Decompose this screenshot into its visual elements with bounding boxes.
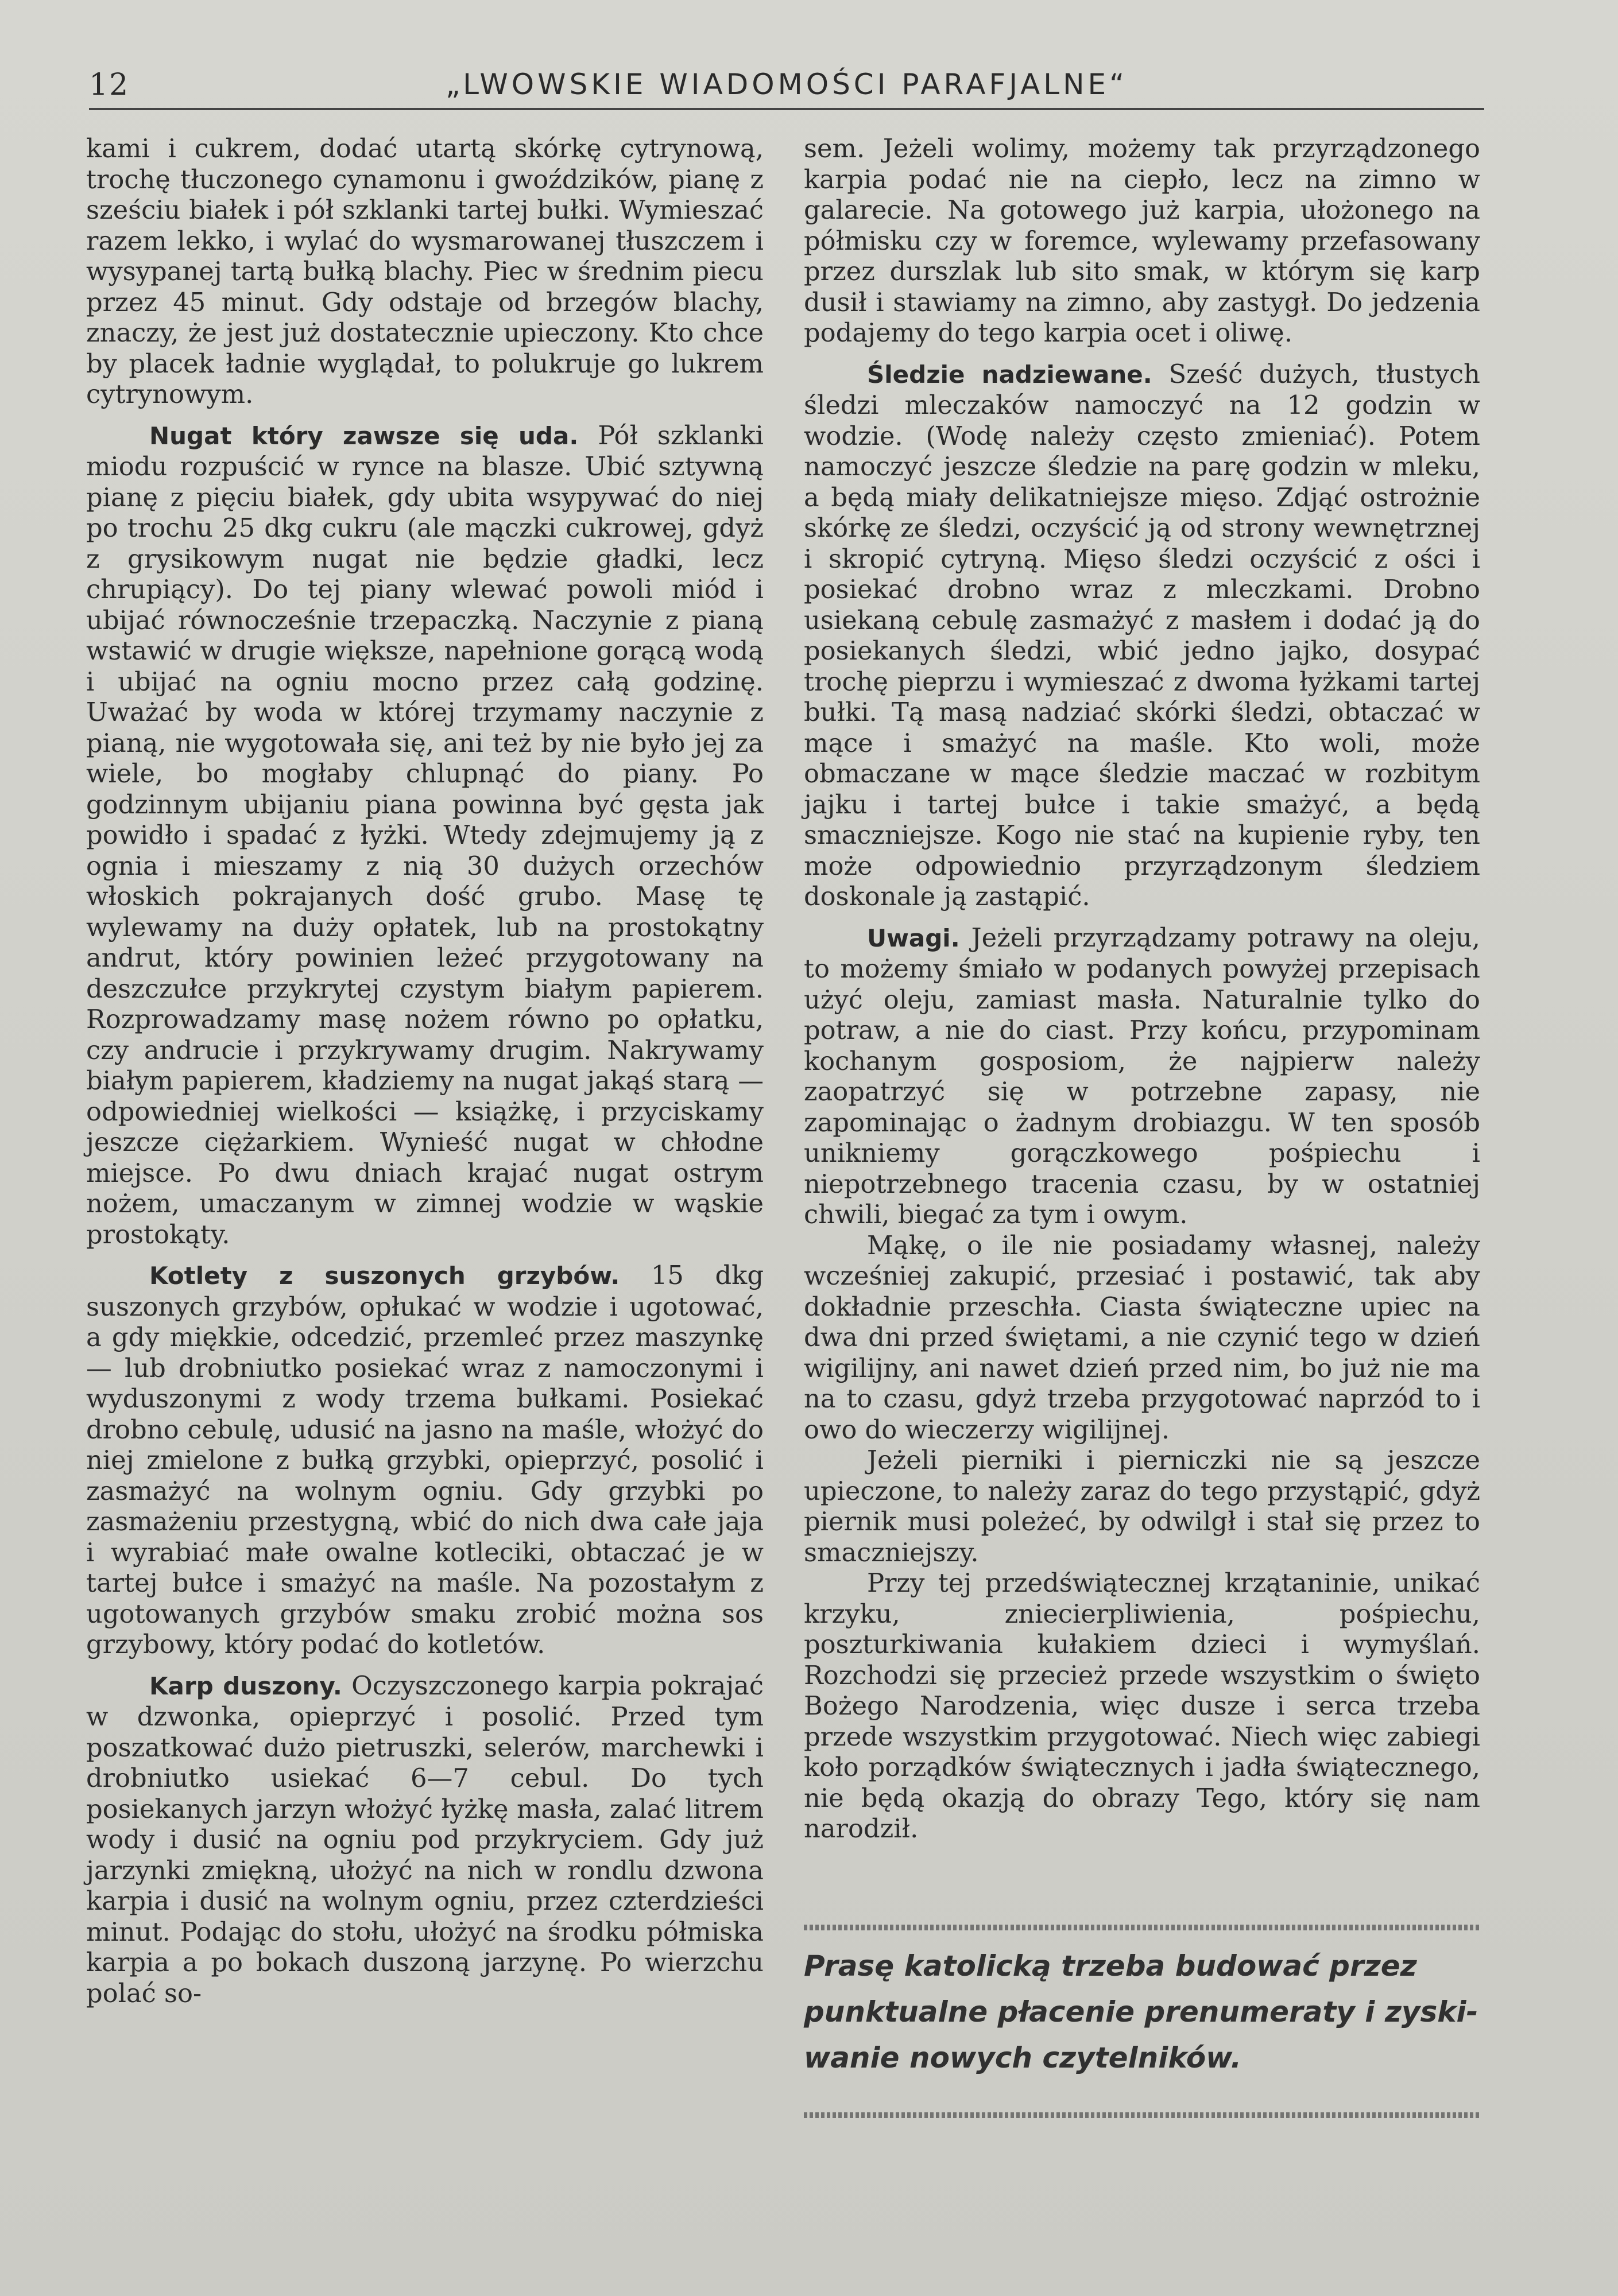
flour-paragraph: Mąkę, o ile nie posiadamy własnej, należy wcześniej zakupić, przesiać i postawić, tak aby dokładnie przeschła. Ciasta świąteczne upiec na dwa dni przed świętami, a nie czynić tego w dzień wigilijny, ani nawet dzień przed nim, bo już nie ma na to czasu, gdyż trzeba przygotować naprzód to i owo do wieczerzy wigilijnej. [804,1230,1480,1445]
sledzie-recipe [804,359,1480,912]
notice-line-2: punktualne płacenie prenumeraty i zyski- [804,1995,1478,2029]
notice-line-3: wanie nowych czytelników. [804,2041,1242,2074]
karp-continuation: sem. Jeżeli wolimy, możemy tak przyrządzonego karpia podać nie na ciepło, lecz na zimno w galarecie. Na gotowego już karpia, ułożonego na półmisku czy w foremce, wylewamy przefasowany przez durszlak lub sito smak, w którym się karp dusił i stawiamy na zimno, aby zastygł. Do jedzenia podajemy do tego karpia ocet i oliwę. [804,133,1480,348]
journal-title: „LWOWSKIE WIADOMOŚCI PARAFJALNE“ [445,68,1128,101]
sledzie-heading: Śledzie nadziewane. [867,360,1152,389]
nugat-heading: Nugat który zawsze się uda. [149,421,579,450]
pierniki-paragraph: Jeżeli pierniki i pierniczki nie są jeszcze upieczone, to należy zaraz do tego przystąpić, gdyż piernik musi poleżeć, by odwilgł i stał się przez to smaczniejszy. [804,1445,1480,1568]
nugat-text: Pół szklanki miodu rozpuścić w rynce na blasze. Ubić sztywną pianę z pięciu białek, gdy ubita wsypywać do niej po trochu 25 dkg cukru (ale mączki cukrowej, gdyż z grysikowym nugat nie będzie gładki, lecz chrupiący). Do tej piany wlewać powoli miód i ubijać równocześnie trzepaczką. Naczynie z pianą wstawić w drugie większe, napełnione gorącą wodą i ubijać na ogniu mocno przez całą godzinę. Uważać by woda w której trzymamy naczynie z pianą, nie wygotowała się, ani też by nie było jej za wiele, bo mogłaby chlupnąć do piany. Po godzinnym ubijaniu piana powinna być gęsta jak powidło i spadać z łyżki. Wtedy zdejmujemy ją z ognia i mieszamy z nią 30 dużych orzechów włoskich pokrajanych dość grubo. Masę tę wylewamy na duży opłatek, lub na prostokątny andrut, który powinien leżeć przygotowany na deszczułce przykrytej czystym białym papierem. Rozprowadzamy masę nożem równo po opłatku, czy andrucie i przykrywamy drugim. Nakrywamy białym papierem, kładziemy na nugat jakąś starą — odpowiedniej wielkości — książkę, i przyciskamy jeszcze ciężarkiem. Wynieść nugat w chłodne miejsce. Po dwu dniach krajać nugat ostrym nożem, umaczanym w zimnej wodzie w wąskie prostokąty. [86,420,764,1250]
uwagi-section [804,922,1480,1230]
right-column [804,133,1480,1844]
nugat-recipe [86,420,764,1250]
karp-recipe [86,1670,764,2009]
kotlety-heading: Kotlety z suszonych grzybów. [149,1262,620,1290]
krzatanina-paragraph: Przy tej przedświątecznej krzątaninie, unikać krzyku, zniecierpliwienia, pośpiechu, poszturkiwania kułakiem dzieci i wymyślań. Rozchodzi się przecież przede wszystkim o święto Bożego Narodzenia, więc dusze i serca trzeba przede wszystkim przygotować. Niech więc zabiegi koło porządków świątecznych i jadła świątecznego, nie będą okazją do obrazy Tego, który się nam narodził. [804,1568,1480,1844]
cake-recipe-continuation: kami i cukrem, dodać utartą skórkę cytrynową, trochę tłuczonego cynamonu i gwoździków, pianę z sześciu białek i pół szklanki tartej bułki. Wymieszać razem lekko, i wylać do wysmarowanej tłuszczem i wysypanej tartą bułką blachy. Piec w średnim piecu przez 45 minut. Gdy odstaje od brzegów blachy, znaczy, że jest już dostatecznie upieczony. Kto chce by placek ładnie wyglądał, to polukruje go lukrem cytrynowym. [86,133,764,409]
kotlety-text: 15 dkg suszonych grzybów, opłukać w wodzie i ugotować, a gdy miękkie, odcedzić, przemleć przez maszynkę — lub drobniutko posiekać wraz z namoczonymi i wyduszonymi z wody trzema bułkami. Posiekać drobno cebulę, udusić na jasno na maśle, włożyć do niej zmielone z bułką grzybki, opieprzyć, posolić i zasmażyć na wolnym ogniu. Gdy grzybki po zasmażeniu przestygną, wbić do nich dwa całe jaja i wyrabiać małe owalne kotleciki, obtaczać je w tartej bułce i smażyć na maśle. Na pozostałym z ugotowanych grzybów smaku zrobić można sos grzybowy, który podać do kotletów. [86,1260,764,1659]
subscription-notice [804,1943,1480,2081]
page-header [89,63,1484,109]
uwagi-text: Jeżeli przyrządzamy potrawy na oleju, to możemy śmiało w podanych powyżej przepisach użyć oleju, zamiast masła. Naturalnie tylko do potraw, a nie do ciast. Przy końcu, przypominam kochanym gosposiom, że najpierw należy zaopatrzyć się w potrzebne zapasy, nie zapominając o żadnym drobiazgu. W ten sposób unikniemy gorączkowego pośpiechu i niepotrzebnego tracenia czasu, by w ostatniej chwili, biegać za tym i owym. [804,922,1480,1230]
kotlety-recipe [86,1260,764,1660]
header-rule [89,108,1484,110]
karp-text: Oczyszczonego karpia pokrajać w dzwonka, opieprzyć i posolić. Przed tym poszatkować dużo pietruszki, selerów, marchewki i drobniutko usiekać 6—7 cebul. Do tych posiekanych jarzyn włożyć łyżkę masła, zalać litrem wody i dusić na ogniu pod przykryciem. Gdy już jarzynki zmiękną, ułożyć na nich w rondlu dzwona karpia i dusić na wolnym ogniu, przez czterdzieści minut. Podając do stołu, ułożyć na środku półmiska karpia a po bokach duszoną jarzynę. Po wierzchu polać so- [86,1670,764,2008]
notice-line-1: Prasę katolicką trzeba budować przez [804,1949,1417,1983]
notice-bottom-rule [804,2112,1480,2118]
uwagi-heading: Uwagi. [867,924,960,952]
page-number: 12 [89,68,130,102]
notice-top-rule [804,1925,1480,1930]
karp-heading: Karp duszony. [149,1671,342,1700]
left-column [86,133,764,2008]
sledzie-text: Sześć dużych, tłustych śledzi mleczaków namoczyć na 12 godzin w wodzie. (Wodę należy często zmieniać). Potem namoczyć jeszcze śledzie na parę godzin w mleku, a będą miały delikatniejsze mięso. Zdjąć ostrożnie skórkę ze śledzi, oczyścić ją od strony wewnętrznej i skropić cytryną. Mięso śledzi oczyścić z ości i posiekać drobno wraz z mleczkami. Drobno usiekaną cebulę zasmażyć z masłem i dodać ją do posiekanych śledzi, wbić jedno jajko, dosypać trochę pieprzu i wymieszać z dwoma łyżkami tartej bułki. Tą masą nadziać skórki śledzi, obtaczać w mące i smażyć na maśle. Kto woli, może obmaczane w mące śledzie maczać w rozbitym jajku i tartej bułce i takie smażyć, a będą smaczniejsze. Kogo nie stać na kupienie ryby, ten może odpowiednio przyrządzonym śledziem doskonale ją zastąpić. [804,358,1480,912]
